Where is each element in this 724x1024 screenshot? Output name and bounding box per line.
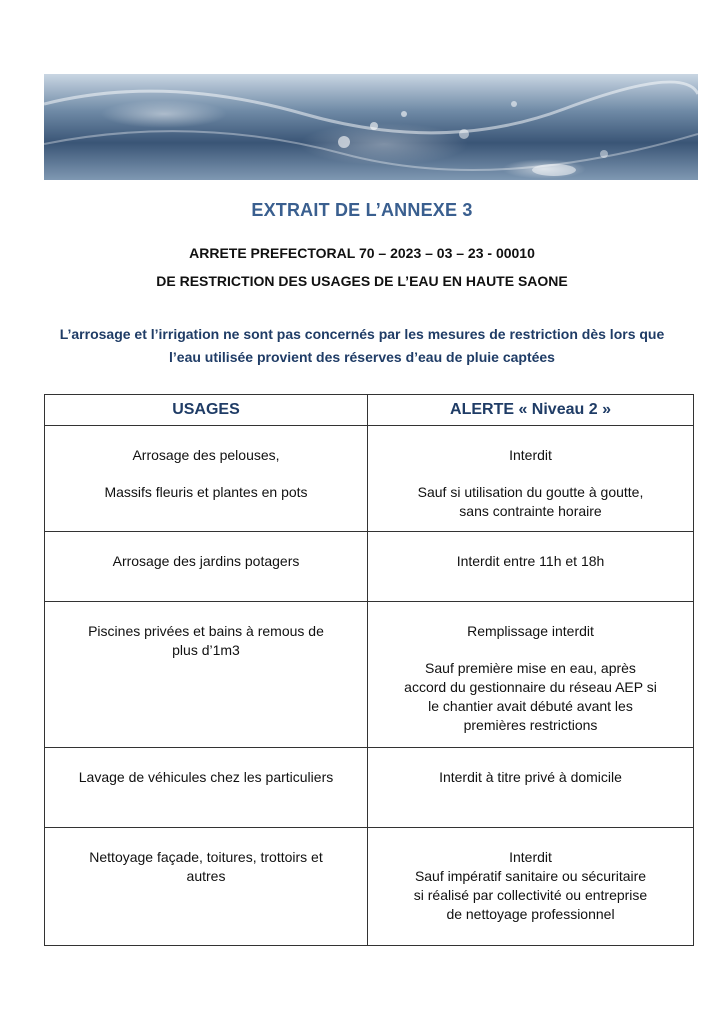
column-header-alerte: ALERTE « Niveau 2 » [368,395,694,426]
alerte-text: accord du gestionnaire du réseau AEP si [404,679,657,695]
usage-cell [45,602,368,748]
alerte-text: Interdit entre 11h et 18h [456,553,605,569]
alerte-cell [368,602,694,748]
usage-text: Lavage de véhicules chez les particuliers [78,769,334,785]
alerte-text: si réalisé par collectivité ou entreprise [413,887,648,903]
alerte-text: le chantier avait débuté avant les [428,698,633,714]
decree-subject: DE RESTRICTION DES USAGES DE L’EAU EN HAUTE SAONE [156,273,568,289]
alerte-cell [368,748,694,828]
decree-reference: ARRETE PREFECTORAL 70 – 2023 – 03 – 23 - 00010 [189,245,535,261]
alerte-text: sans contrainte horaire [459,503,602,519]
alerte-text: Sauf impératif sanitaire ou sécuritaire [414,868,647,884]
alerte-text: de nettoyage professionnel [446,906,615,922]
usage-text: Arrosage des jardins potagers [112,553,300,569]
alerte-text: Interdit [509,849,552,865]
usage-text: autres [186,868,226,884]
usage-cell [45,532,368,602]
alerte-text: premières restrictions [463,717,598,733]
alerte-text: Sauf si utilisation du goutte à goutte, [417,484,644,500]
water-banner-image [44,74,698,180]
alerte-cell [368,532,694,602]
restrictions-table [44,394,694,946]
exemption-note-line: L’arrosage et l’irrigation ne sont pas concernés par les mesures de restriction dès lors que [59,326,665,342]
alerte-cell [368,828,694,946]
table-row [45,426,694,532]
alerte-text: Sauf première mise en eau, après [425,660,636,676]
column-header-usages: USAGES [45,395,368,426]
alerte-cell [368,426,694,532]
table-row [45,828,694,946]
table-row [45,748,694,828]
alerte-text: Interdit à titre privé à domicile [439,769,622,785]
table-header-row [45,395,694,426]
usage-cell [45,828,368,946]
usage-text: Piscines privées et bains à remous de [88,623,324,639]
usage-cell [45,748,368,828]
usage-text: Arrosage des pelouses, [132,447,280,463]
page-title: EXTRAIT DE L’ANNEXE 3 [251,200,473,220]
table-row [45,532,694,602]
alerte-text: Remplissage interdit [467,623,594,639]
exemption-note-line: l’eau utilisée provient des réserves d’eau de pluie captées [169,349,555,365]
water-splash-icon [44,74,698,180]
usage-text: Massifs fleuris et plantes en pots [104,484,308,500]
usage-text: plus d’1m3 [172,642,240,658]
usage-cell [45,426,368,532]
alerte-text: Interdit [509,447,552,463]
exemption-note [20,323,704,369]
usage-text: Nettoyage façade, toitures, trottoirs et [89,849,323,865]
table-row [45,602,694,748]
